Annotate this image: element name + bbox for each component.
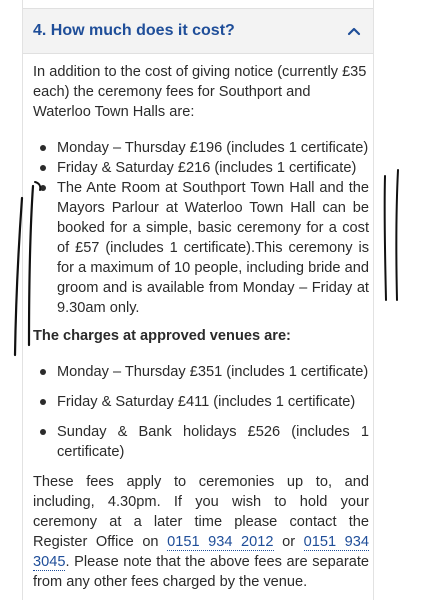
phone-link-1[interactable]: 0151 934 2012 [167, 534, 274, 550]
approved-venue-fee-list [33, 362, 369, 462]
closing-text-middle: or [273, 534, 304, 550]
list-item: Monday – Thursday £351 (includes 1 certificate) [33, 362, 369, 382]
accordion-title: 4. How much does it cost? [33, 22, 235, 39]
pen-stroke-left-outer [15, 198, 22, 355]
phone-link-2[interactable]: 0151 934 3045 [33, 534, 369, 570]
closing-text-end: . Please note that the above fees are separate from any other fees charged by the venue. [33, 554, 369, 590]
pen-stroke-right-2 [396, 170, 398, 300]
accordion-content [33, 62, 369, 592]
town-hall-fee-list [33, 138, 369, 318]
closing-text-start: These fees apply to ceremonies up to, and including, 4.30pm. If you wish to hold your ceremony at a later time please contact the Register Office on [33, 474, 369, 550]
chevron-up-icon[interactable] [347, 26, 361, 36]
list-item: Sunday & Bank holidays £526 (includes 1 certificate) [33, 422, 369, 462]
intro-text: In addition to the cost of giving notice (currently £35 each) the ceremony fees for Southport and Waterloo Town Halls are: [33, 64, 367, 120]
list-item: Monday – Thursday £196 (includes 1 certificate) [33, 138, 369, 158]
approved-venues-heading: The charges at approved venues are: [33, 328, 291, 344]
list-item: Friday & Saturday £216 (includes 1 certificate) [33, 158, 369, 178]
list-item: The Ante Room at Southport Town Hall and the Mayors Parlour at Waterloo Town Hall can be booked for a simple, basic ceremony for a cost of £57 (includes 1 certificate).This ceremony is for a maximum of 10 people, including bride and groom and is available from Monday – Friday at 9.30am only. [33, 178, 369, 318]
list-item: Friday & Saturday £411 (includes 1 certificate) [33, 392, 369, 412]
accordion-panel [22, 0, 374, 600]
closing-text [33, 472, 369, 592]
accordion-header-cost[interactable] [23, 8, 373, 54]
pen-stroke-right-1 [385, 176, 386, 300]
